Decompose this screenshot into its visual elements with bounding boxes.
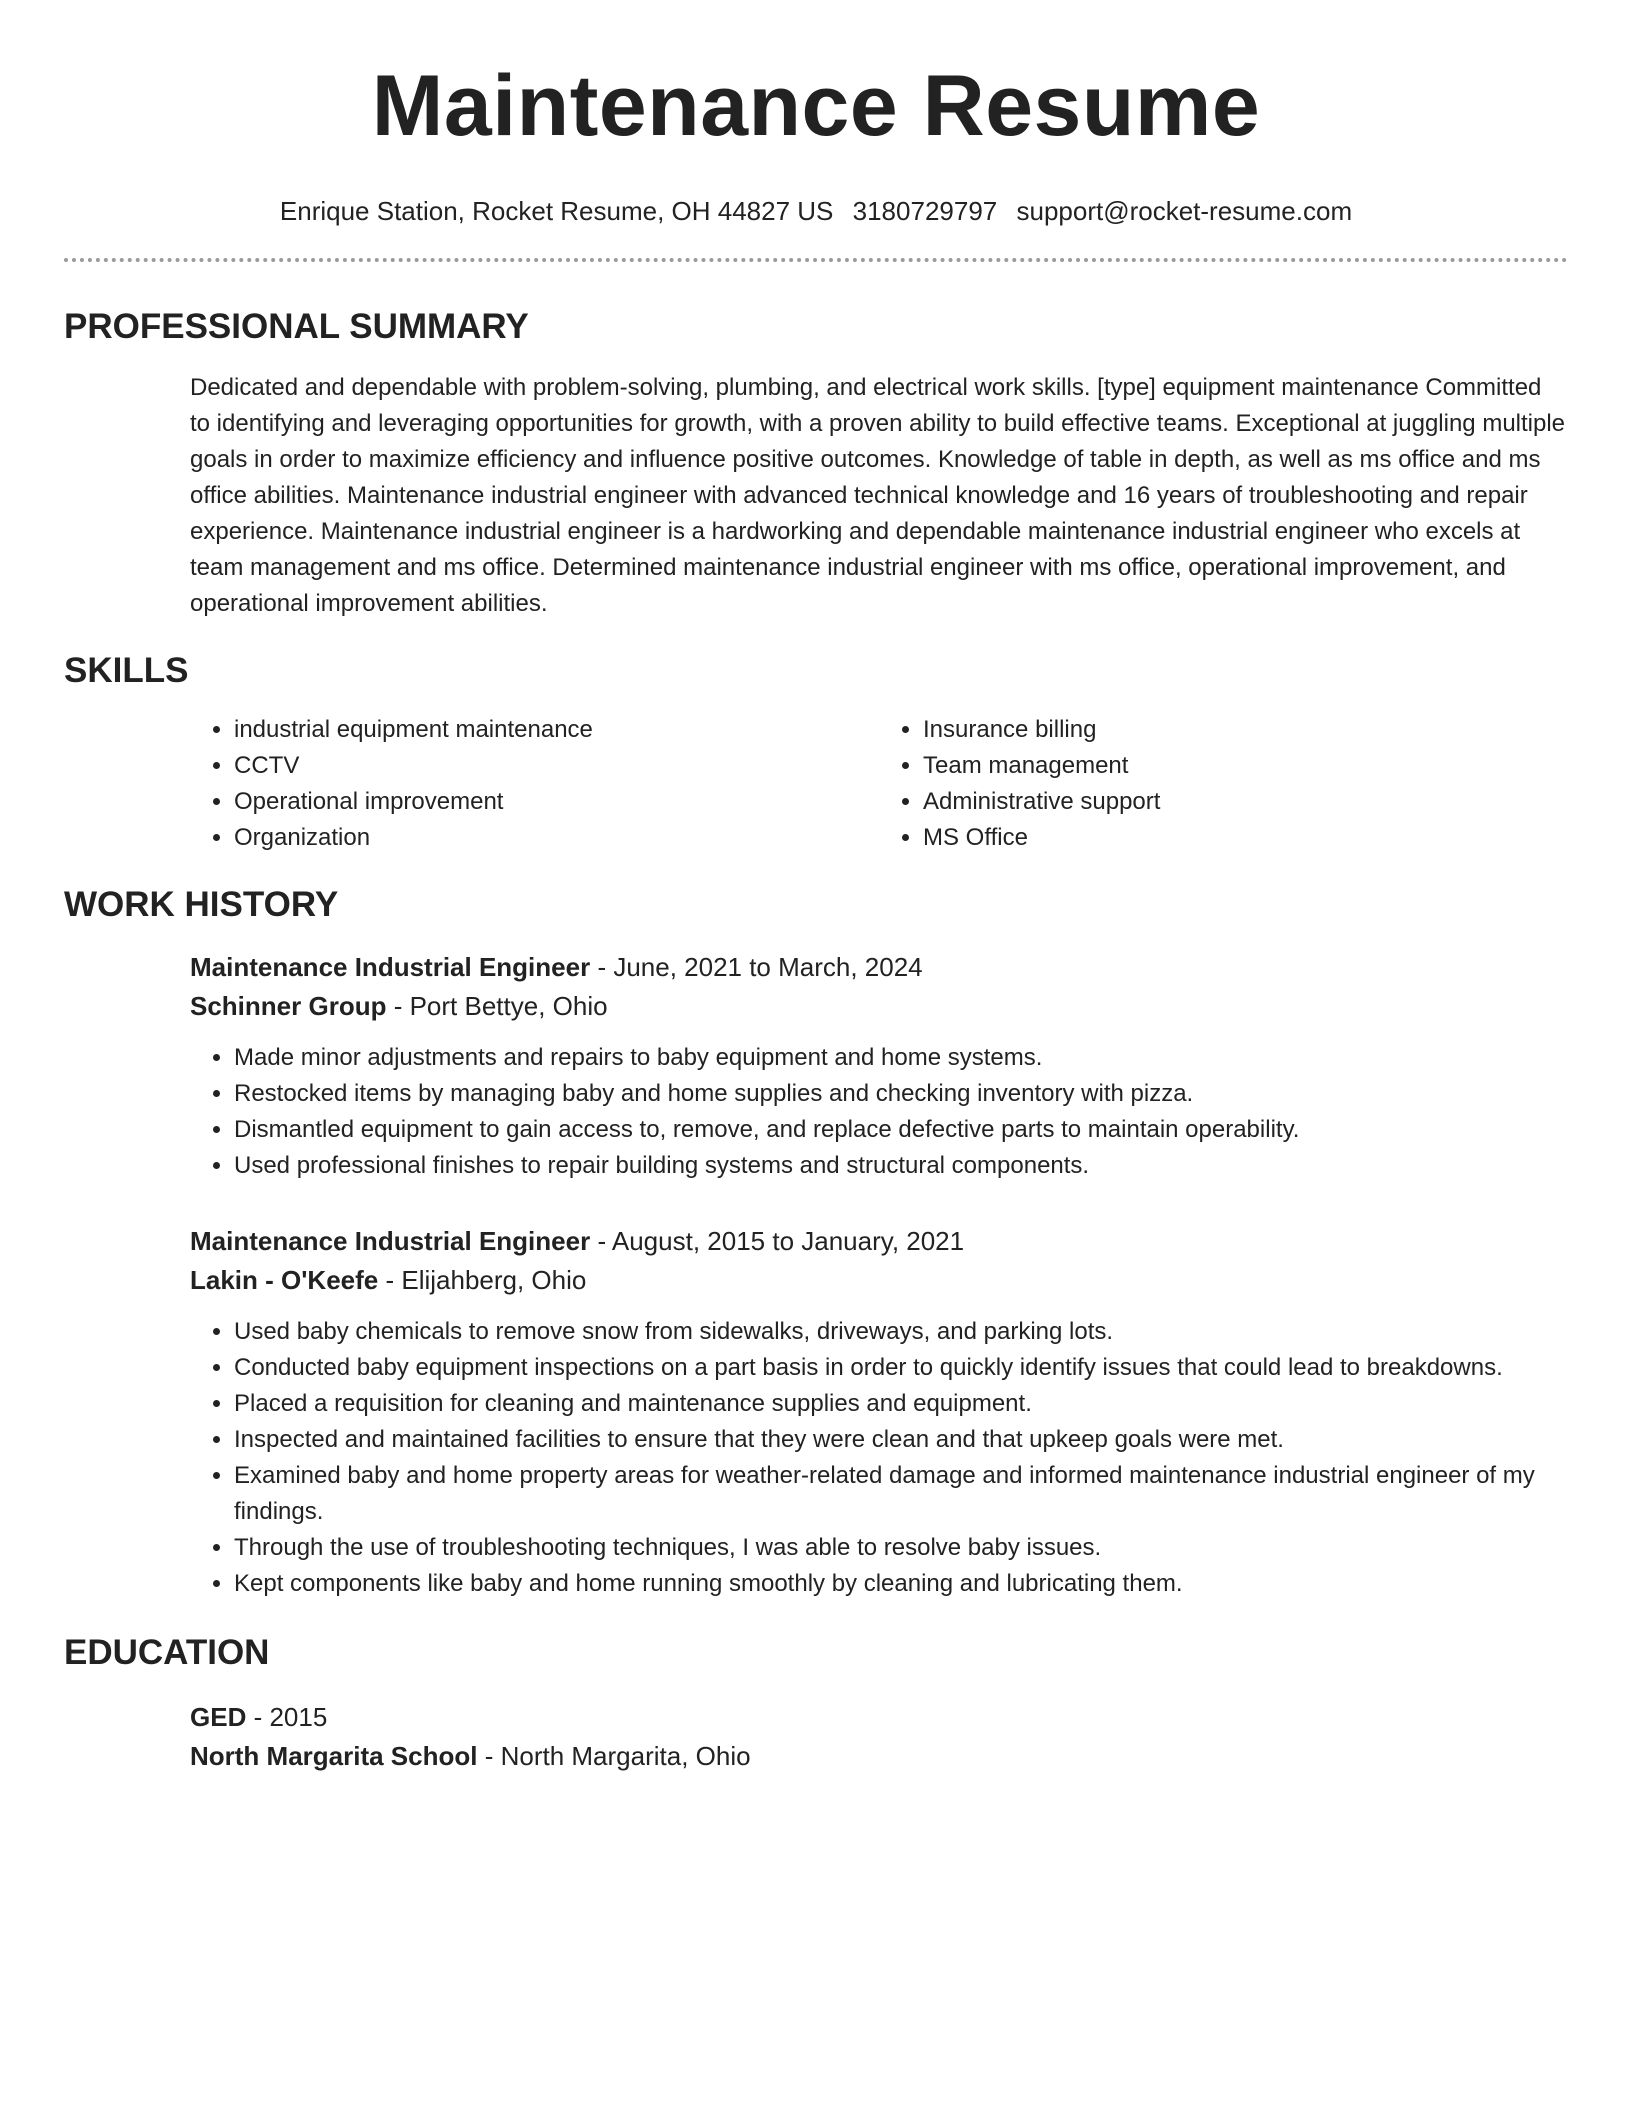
job-bullets [190,1040,1568,1184]
job-entry [190,948,1568,1184]
resume-title: Maintenance Resume [371,58,1261,154]
skills-column-left [190,712,879,856]
job-bullet: • Made minor adjustments and repairs to baby equipment and home systems. [234,1040,1568,1076]
job-dates: - August, 2015 to January, 2021 [597,1226,965,1256]
job-bullet: • Used baby chemicals to remove snow from sidewalks, driveways, and parking lots. [234,1314,1568,1350]
contact-line [64,194,1568,228]
job-bullet: • Examined baby and home property areas for weather-related damage and informed maintenance industrial engineer of my findings. [234,1458,1568,1530]
contact-email: support@rocket-resume.com [1016,196,1353,226]
skill-item: • Organization [234,820,879,856]
skills-column-right [879,712,1568,856]
education-year: - 2015 [253,1702,328,1732]
skill-item: • Team management [923,748,1568,784]
education-location: - North Margarita, Ohio [484,1741,751,1771]
education-degree: GED [190,1702,247,1732]
education-degree-line [190,1698,1568,1737]
education-heading: EDUCATION [64,1633,270,1672]
job-bullet: • Through the use of troubleshooting techniques, I was able to resolve baby issues. [234,1530,1568,1566]
job-bullet: • Used professional finishes to repair building systems and structural components. [234,1148,1568,1184]
job-company-line [190,987,1568,1026]
education-school: North Margarita School [190,1741,478,1771]
education-entry [190,1698,1568,1776]
skill-item: • MS Office [923,820,1568,856]
job-company: Lakin - O'Keefe [190,1265,379,1295]
job-bullet: • Inspected and maintained facilities to ensure that they were clean and that upkeep goals were met. [234,1422,1568,1458]
job-location: - Elijahberg, Ohio [385,1265,587,1295]
job-bullets [190,1314,1568,1602]
summary-heading: PROFESSIONAL SUMMARY [64,307,529,346]
job-bullet: • Placed a requisition for cleaning and maintenance supplies and equipment. [234,1386,1568,1422]
work-history-heading: WORK HISTORY [64,885,339,924]
education-school-line [190,1737,1568,1776]
job-title-line [190,948,1568,987]
job-bullet: • Dismantled equipment to gain access to, remove, and replace defective parts to maintain operability. [234,1112,1568,1148]
skills-heading: SKILLS [64,651,189,690]
job-company-line [190,1261,1568,1300]
job-location: - Port Bettye, Ohio [393,991,608,1021]
contact-address: Enrique Station, Rocket Resume, OH 44827 US [279,196,834,226]
summary-text: Dedicated and dependable with problem-solving, plumbing, and electrical work skills. [type] equipment maintenance Committed to identifying and leveraging opportunities for growth, with a proven ability to build effective teams. Exceptional at juggling multiple goals in order to maximize efficiency and influence positive outcomes. Knowledge of table in depth, as well as ms office and ms office abilities. Maintenance industrial engineer with advanced technical knowledge and 16 years of troubleshooting and repair experience. Maintenance industrial engineer is a hardworking and dependable maintenance industrial engineer who excels at team management and ms office. Determined maintenance industrial engineer with ms office, operational improvement, and operational improvement abilities. [190,374,1566,617]
skill-item: • Administrative support [923,784,1568,820]
skill-item: • Insurance billing [923,712,1568,748]
contact-phone: 3180729797 [852,196,998,226]
job-title: Maintenance Industrial Engineer [190,952,591,982]
header-divider [64,258,1568,262]
skill-item: • Operational improvement [234,784,879,820]
job-title-line [190,1222,1568,1261]
job-dates: - June, 2021 to March, 2024 [597,952,923,982]
skill-item: • industrial equipment maintenance [234,712,879,748]
skill-item: • CCTV [234,748,879,784]
job-bullet: • Conducted baby equipment inspections on a part basis in order to quickly identify issues that could lead to breakdowns. [234,1350,1568,1386]
job-title: Maintenance Industrial Engineer [190,1226,591,1256]
job-bullet: • Kept components like baby and home running smoothly by cleaning and lubricating them. [234,1566,1568,1602]
job-bullet: • Restocked items by managing baby and home supplies and checking inventory with pizza. [234,1076,1568,1112]
skills-grid [190,712,1568,856]
job-entry [190,1222,1568,1602]
job-company: Schinner Group [190,991,387,1021]
